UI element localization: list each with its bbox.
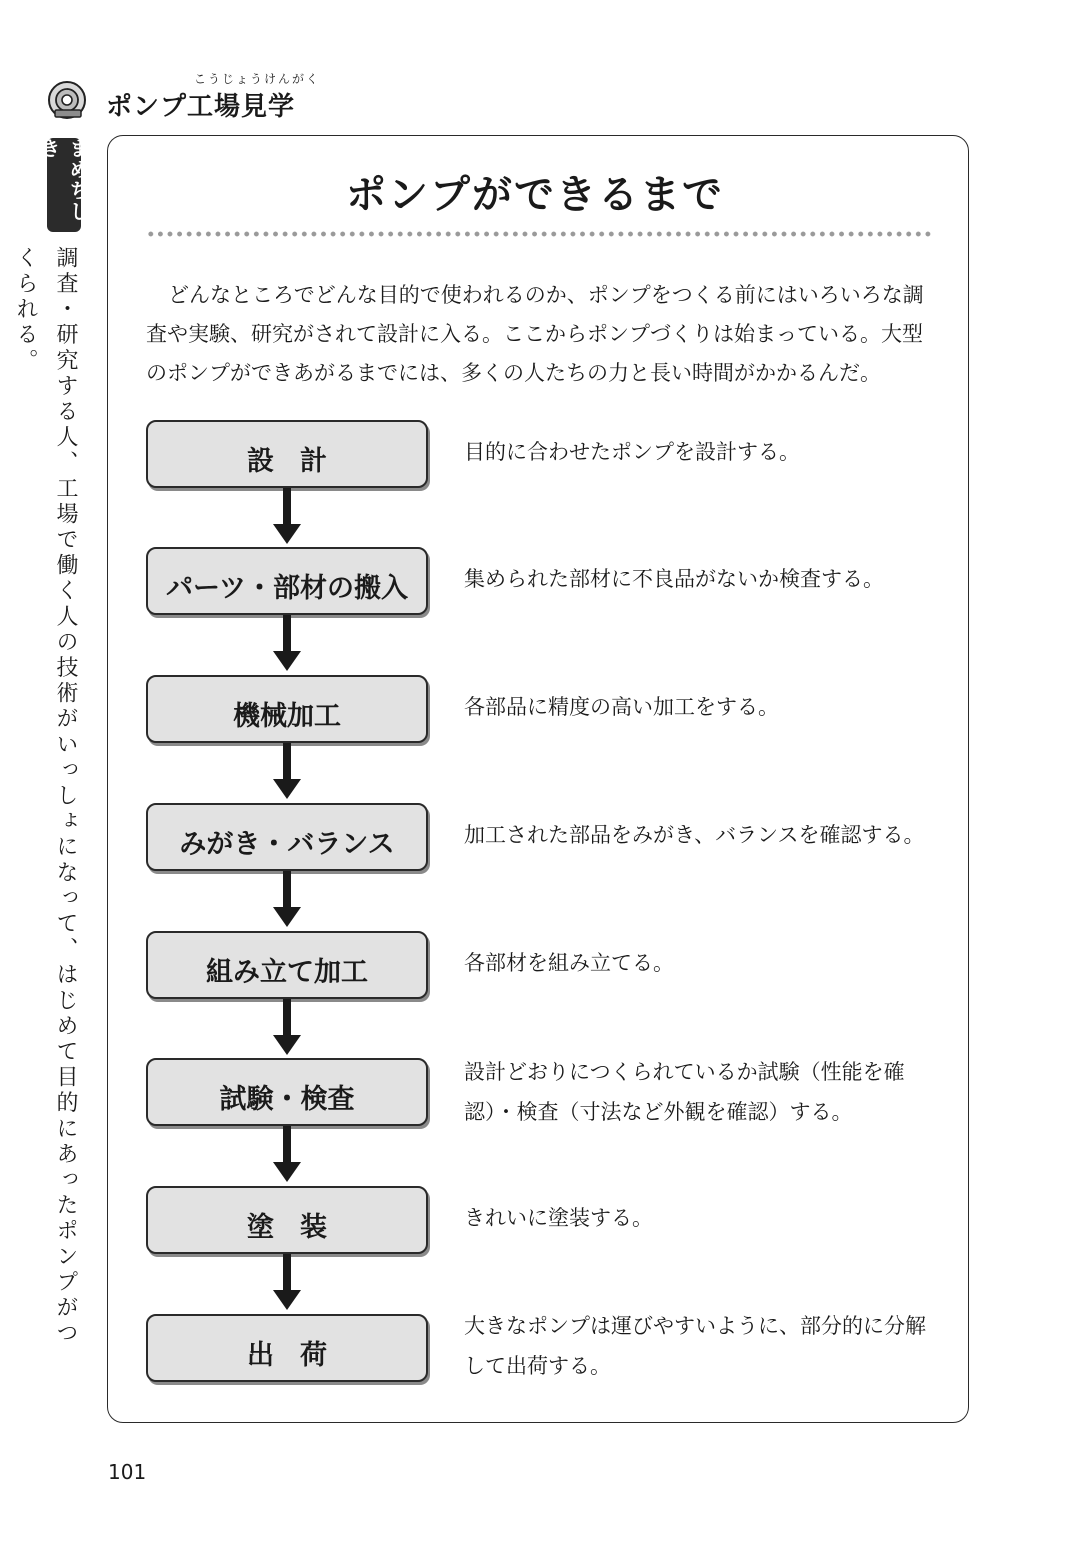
- step-description: 各部品に精度の高い加工をする。: [464, 695, 779, 719]
- dotted-divider: [146, 230, 932, 238]
- step-label: パーツ・部材の搬入: [166, 572, 408, 604]
- page-title: ポンプ工場見学: [106, 92, 296, 122]
- step-box-design: [146, 420, 428, 488]
- card-title: ポンプができるまで: [346, 172, 724, 218]
- step-box-assembly: [146, 931, 428, 999]
- side-tab-label: まめちしき: [47, 138, 81, 232]
- step-description: 大きなポンプは運びやすいように、部分的に分解して出荷する。: [464, 1314, 926, 1378]
- step-description: 加工された部品をみがき、バランスを確認する。: [464, 823, 925, 847]
- step-description: 設計どおりにつくられているか試験（性能を確認）・検査（寸法など外観を確認）する。: [464, 1060, 905, 1124]
- step-box-painting: [146, 1186, 428, 1254]
- step-description: 目的に合わせたポンプを設計する。: [464, 440, 800, 464]
- step-label: 試験・検査: [219, 1083, 355, 1115]
- step-description: きれいに塗装する。: [464, 1206, 653, 1230]
- step-box-polish-balance: [146, 803, 428, 871]
- step-label: 塗装: [247, 1211, 353, 1243]
- step-description: 集められた部材に不良品がないか検査する。: [464, 567, 884, 591]
- side-note-text: 調査・研究する人、工場で働く人の技術がいっしょになって、はじめて目的にあったポンプがつくられる。: [13, 246, 78, 1347]
- step-label: 出荷: [247, 1339, 353, 1371]
- pump-icon: [47, 80, 87, 120]
- intro-line: どんなところでどんな目的で使われるのか、ポンプをつくる前にはいろいろな調: [168, 283, 924, 307]
- step-label: 設計: [247, 445, 353, 477]
- step-label: 機械加工: [233, 700, 341, 732]
- step-label: 組み立て加工: [206, 956, 368, 988]
- step-box-testing: [146, 1058, 428, 1126]
- step-box-parts-delivery: [146, 547, 428, 615]
- header-ruby: こうじょうけんがく: [194, 72, 321, 86]
- step-label: みがき・バランス: [179, 828, 395, 860]
- intro-line: のポンプができあがるまでには、多くの人たちの力と長い時間がかかるんだ。: [146, 361, 881, 385]
- page-number: 101: [108, 1460, 147, 1484]
- step-box-machining: [146, 675, 428, 743]
- intro-line: 査や実験、研究がされて設計に入る。ここからポンプづくりは始まっている。大型: [146, 322, 923, 346]
- step-description: 各部材を組み立てる。: [464, 951, 674, 975]
- step-box-shipping: [146, 1314, 428, 1382]
- intro-paragraph: [146, 276, 936, 393]
